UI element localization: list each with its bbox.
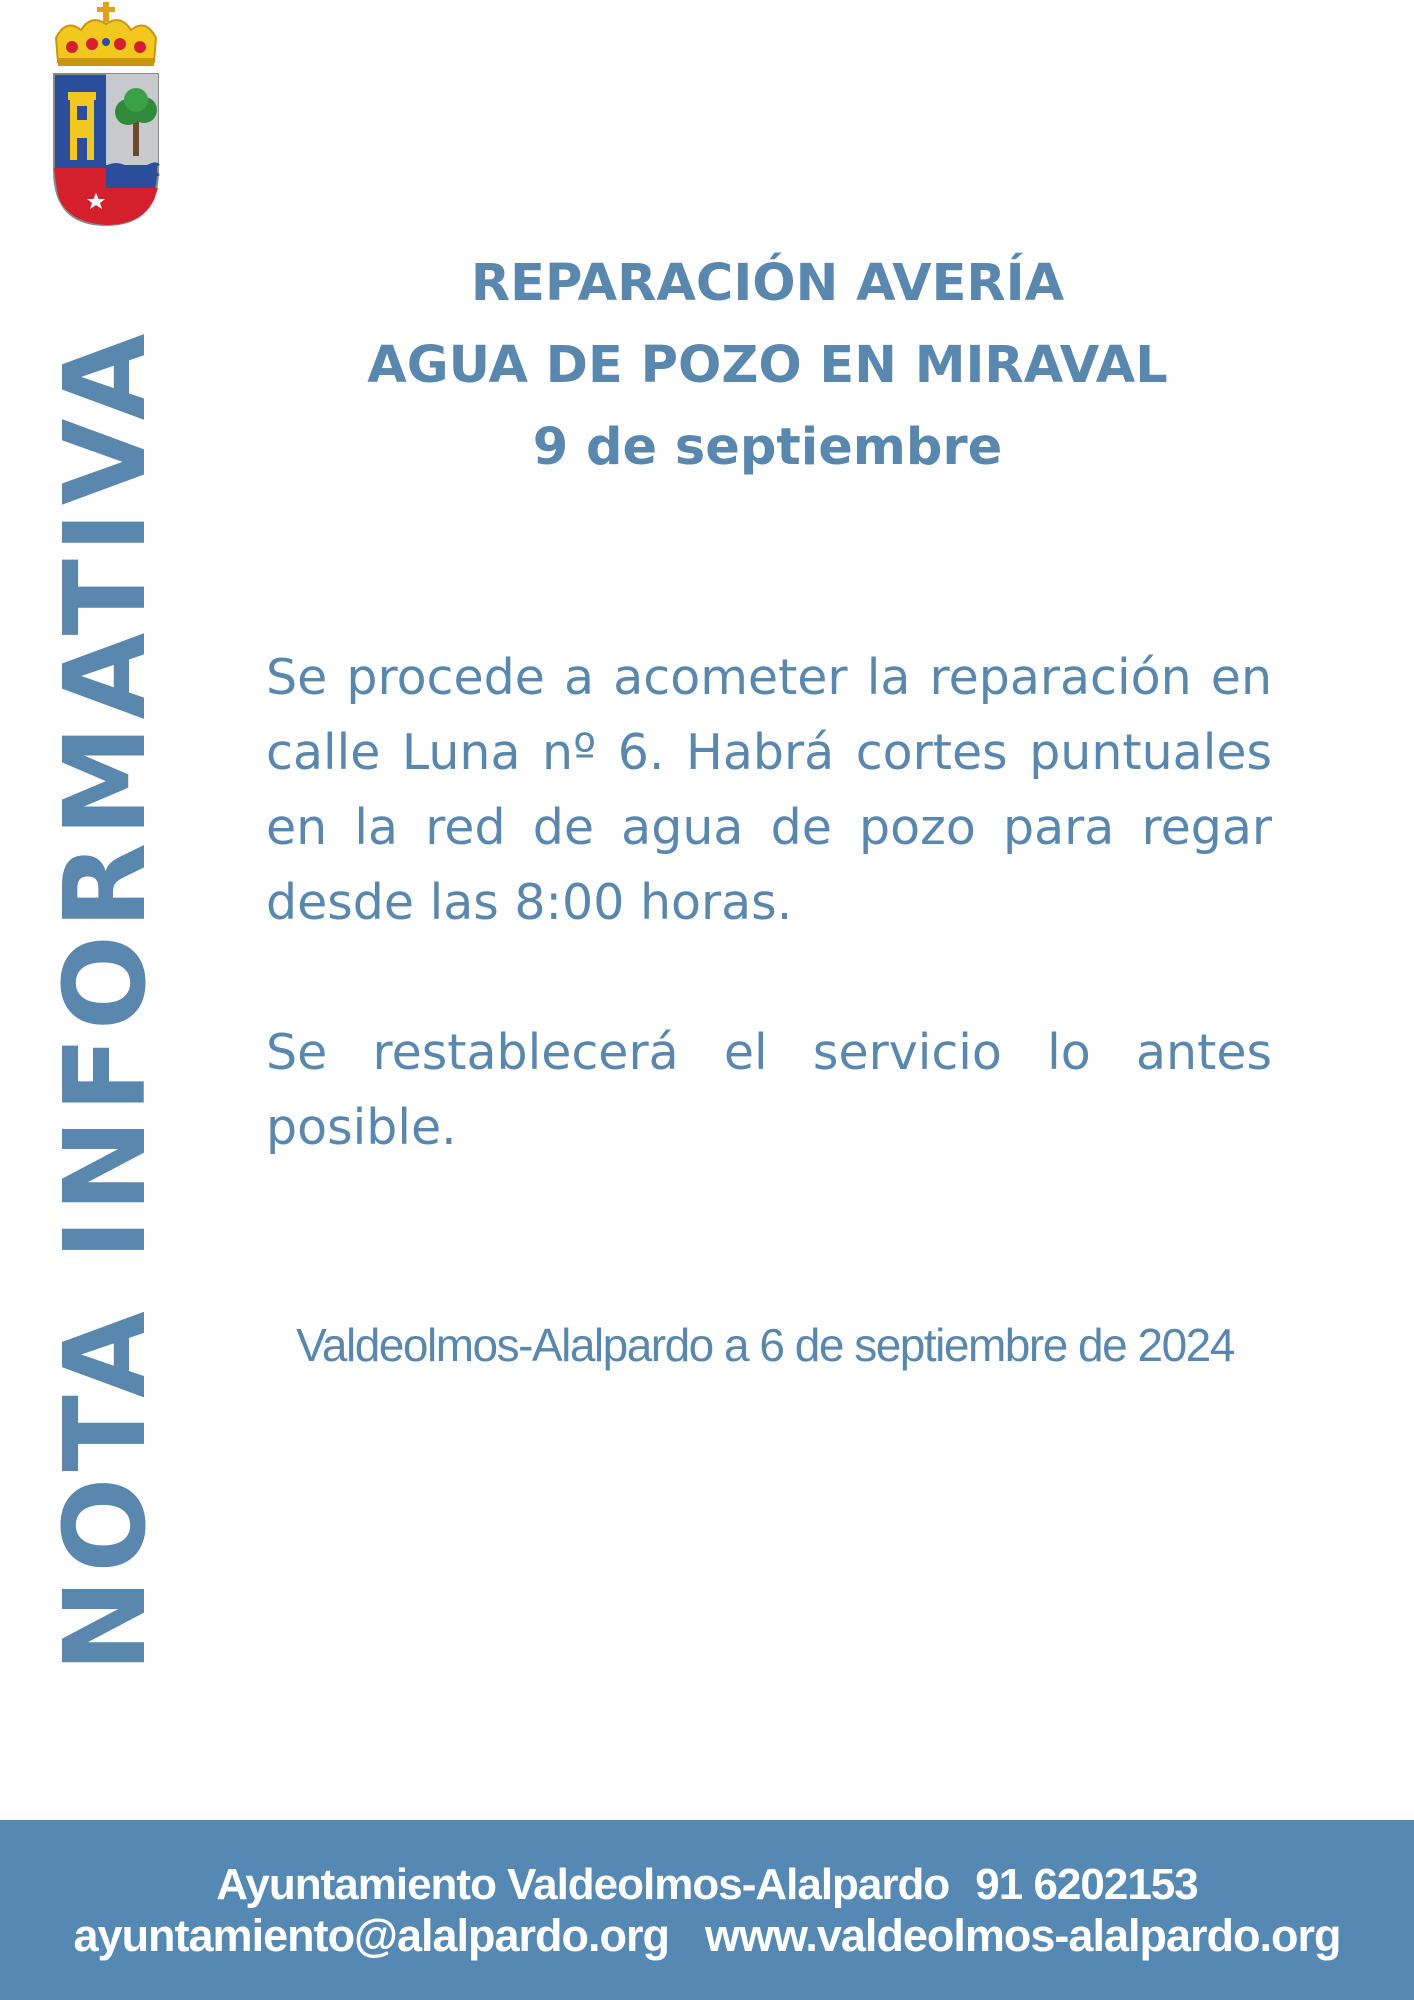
- headline-line-1: REPARACIÓN AVERÍA: [470, 254, 1065, 313]
- footer-organization: Ayuntamiento Valdeolmos-Alalpardo: [216, 1860, 950, 1909]
- footer-email[interactable]: ayuntamiento@alalpardo.org: [73, 1910, 669, 1961]
- body-paragraph-1: Se procede a acometer la reparación en calle Luna nº 6. Habrá cortes puntuales en la red de agua de pozo para regar desde las 8:00 horas.: [266, 649, 1272, 931]
- footer-phone[interactable]: 91 6202153: [975, 1860, 1198, 1909]
- headline-date: 9 de septiembre: [532, 418, 1003, 477]
- place-and-date: Valdeolmos-Alalpardo a 6 de septiembre de 2024: [296, 1319, 1234, 1371]
- notice-body: [266, 640, 1272, 1240]
- footer: [0, 1820, 1414, 2000]
- footer-web-line: [0, 1910, 1414, 1962]
- footer-website[interactable]: www.valdeolmos-alalpardo.org: [705, 1910, 1341, 1961]
- headline-line-2: AGUA DE POZO EN MIRAVAL: [367, 336, 1168, 395]
- side-title: NOTA INFORMATIVA: [41, 327, 171, 1673]
- body-paragraph-2: Se restablecerá el servicio lo antes posible.: [266, 1024, 1272, 1156]
- headline: [300, 243, 1235, 489]
- coat-of-arms-icon: [46, 0, 166, 230]
- footer-contact-line: [0, 1860, 1414, 1910]
